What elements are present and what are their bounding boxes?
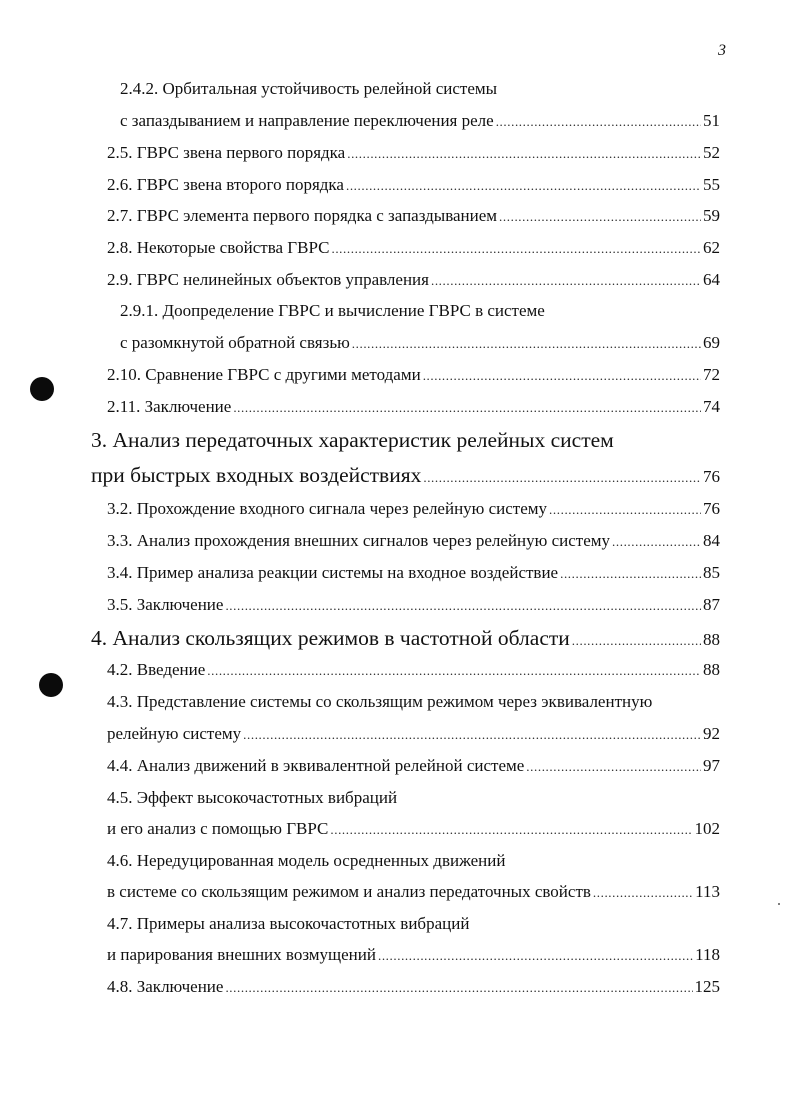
toc-entry-text: 2.8. Некоторые свойства ГВРС [107,238,330,257]
toc-entry-text: 2.4.2. Орбитальная устойчивость релейной системы [120,79,498,98]
toc-entry-page: 59 [703,206,720,225]
leader-dots [572,628,701,654]
scan-speck [778,903,780,905]
toc-entry-text: в системе со скользящим режимом и анализ передаточных свойств [107,882,591,901]
toc-chapter-4 [91,625,720,654]
toc-entry-text: и парирования внешних возмущений [107,945,376,964]
toc-entry-page: 76 [703,499,720,518]
toc-entry-page: 76 [703,467,720,486]
toc-entry-page: 51 [703,111,720,130]
toc-entry-text: 4.2. Введение [107,660,206,679]
toc-entry-4-5-cont [107,818,720,841]
toc-entry-text: релейную систему [107,724,242,743]
leader-dots [346,175,701,197]
toc-entry-4-3 [107,691,720,713]
toc-entry-text: и его анализ с помощью ГВРС [107,819,329,838]
page-number: 3 [718,42,726,59]
leader-dots [431,270,701,292]
toc-entry-text: 2.5. ГВРС звена первого порядка [107,143,346,162]
leader-dots [423,465,701,491]
toc-entry-text: с запаздыванием и направление переключения реле [120,111,494,130]
binder-hole-upper [30,377,54,401]
toc-entry-text: 2.9.1. Доопределение ГВРС и вычисление ГВРС в системе [120,301,545,320]
toc-entry-page: 62 [703,238,720,257]
toc-chapter-3 [91,427,720,453]
toc-entry-2-7 [107,205,720,228]
toc-entry-page: 88 [703,630,720,649]
toc-entry-4-5 [107,787,720,809]
toc-entry-page: 74 [703,397,720,416]
toc-entry-4-4 [107,755,720,778]
toc-entry-2-9-1-cont [120,332,720,355]
toc-entry-4-6-cont [107,881,720,904]
toc-entry-page: 113 [695,882,720,901]
toc-entry-text: 2.7. ГВРС элемента первого порядка с запаздыванием [107,206,498,225]
toc-chapter-title: при быстрых входных воздействиях [91,463,422,487]
leader-dots [549,499,701,521]
toc-entry-page: 125 [694,977,720,996]
leader-dots [499,206,701,228]
toc-entry-2-6 [107,174,720,197]
leader-dots [207,660,701,682]
toc-entry-page: 92 [703,724,720,743]
toc-entry-page: 55 [703,175,720,194]
toc-entry-2-4-2 [120,78,720,100]
leader-dots [526,756,701,778]
toc-entry-2-10 [107,364,720,387]
toc-entry-text: 3.5. Заключение [107,595,224,614]
toc-entry-text: 4.7. Примеры анализа высокочастотных вибраций [107,914,470,933]
toc-chapter-title: 3. Анализ передаточных характеристик релейных систем [91,428,614,452]
toc-entry-page: 88 [703,660,720,679]
toc-entry-page: 52 [703,143,720,162]
toc-entry-page: 118 [695,945,720,964]
leader-dots [233,397,701,419]
toc-entry-3-2 [107,498,720,521]
toc-entry-text: 4.5. Эффект высокочастотных вибраций [107,788,398,807]
leader-dots [378,945,693,967]
toc-entry-page: 72 [703,365,720,384]
toc-entry-text: 4.3. Представление системы со скользящим режимом через эквивалентную [107,692,653,711]
toc-entry-4-2 [107,659,720,682]
toc-entry-text: 4.8. Заключение [107,977,224,996]
toc-entry-text: 4.6. Нередуцированная модель осредненных движений [107,851,506,870]
toc-entry-2-9-1 [120,300,720,322]
toc-entry-page: 97 [703,756,720,775]
toc-entry-4-7 [107,913,720,935]
toc-entry-page: 64 [703,270,720,289]
toc-entry-4-7-cont [107,944,720,967]
leader-dots [560,563,701,585]
leader-dots [593,882,693,904]
toc-entry-page: 85 [703,563,720,582]
toc-entry-text: 3.3. Анализ прохождения внешних сигналов через релейную систему [107,531,611,550]
leader-dots [347,143,701,165]
leader-dots [612,531,701,553]
toc-entry-2-4-2-cont [120,110,720,133]
toc-entry-text: 2.6. ГВРС звена второго порядка [107,175,344,194]
leader-dots [331,238,701,260]
toc-entry-2-8 [107,237,720,260]
toc-entry-text: 2.11. Заключение [107,397,232,416]
toc-entry-text: 2.10. Сравнение ГВРС с другими методами [107,365,421,384]
leader-dots [423,365,701,387]
toc-entry-page: 87 [703,595,720,614]
leader-dots [330,819,692,841]
toc-chapter-title: 4. Анализ скользящих режимов в частотной области [91,626,570,650]
binder-hole-lower [39,673,63,697]
toc-entry-text: 3.4. Пример анализа реакции системы на входное воздействие [107,563,559,582]
toc-entry-text: 3.2. Прохождение входного сигнала через релейную систему [107,499,548,518]
toc-entry-3-5 [107,594,720,617]
toc-entry-4-6 [107,850,720,872]
toc-entry-3-3 [107,530,720,553]
leader-dots [225,977,692,999]
leader-dots [352,333,701,355]
leader-dots [243,724,701,746]
toc-entry-4-3-cont [107,723,720,746]
toc-entry-text: с разомкнутой обратной связью [120,333,350,352]
toc-entry-2-9 [107,269,720,292]
toc-entry-page: 102 [694,819,720,838]
toc-entry-page: 84 [703,531,720,550]
toc-entry-text: 2.9. ГВРС нелинейных объектов управления [107,270,429,289]
toc-entry-3-4 [107,562,720,585]
leader-dots [496,111,701,133]
toc-entry-text: 4.4. Анализ движений в эквивалентной релейной системе [107,756,525,775]
toc-entry-4-8 [107,976,720,999]
toc-chapter-3-cont [91,462,720,491]
toc-entry-2-5 [107,142,720,165]
leader-dots [225,595,701,617]
toc-entry-2-11 [107,396,720,419]
toc-entry-page: 69 [703,333,720,352]
